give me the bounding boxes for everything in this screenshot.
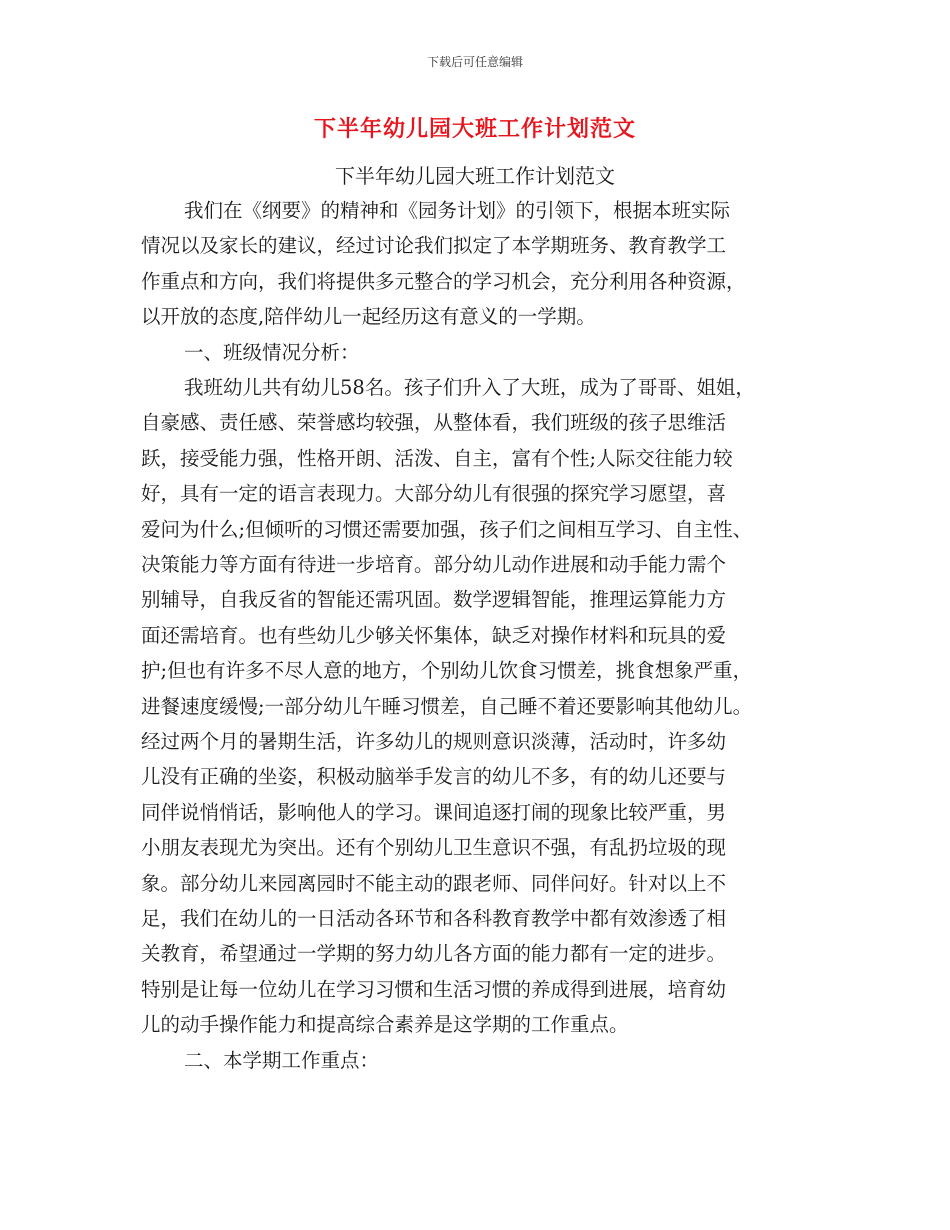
body-line: 象。部分幼儿来园离园时不能主动的跟老师、同伴问好。针对以上不 xyxy=(141,871,727,895)
body-line: 我班幼儿共有幼儿58名。孩子们升入了大班，成为了哥哥、姐姐， xyxy=(184,376,755,399)
body-line: 一、班级情况分析： xyxy=(184,340,360,364)
body-line: 特别是让每一位幼儿在学习习惯和生活习惯的养成得到进展，培育幼 xyxy=(141,977,727,1001)
body-line: 面还需培育。也有些幼儿少够关怀集体，缺乏对操作材料和玩具的爱 xyxy=(141,623,727,647)
body-line: 以开放的态度,陪伴幼儿一起经历这有意义的一学期。 xyxy=(141,305,596,329)
body-line: 小朋友表现尤为突出。还有个别幼儿卫生意识不强，有乱扔垃圾的现 xyxy=(141,836,727,860)
body-line: 别辅导，自我反省的智能还需巩固。数学逻辑智能，推理运算能力方 xyxy=(141,588,727,612)
body-line: 足，我们在幼儿的一日活动各环节和各科教育教学中都有效渗透了相 xyxy=(141,907,727,930)
document-title: 下半年幼儿园大班工作计划范文 xyxy=(313,116,636,142)
header-note: 下载后可任意编辑 xyxy=(426,55,523,69)
body-line: 情况以及家长的建议，经过讨论我们拟定了本学期班务、教育教学工 xyxy=(141,234,727,258)
body-line: 我们在《纲要》的精神和《园务计划》的引领下，根据本班实际 xyxy=(184,199,731,222)
body-line: 护;但也有许多不尽人意的地方，个别幼儿饮食习惯差，挑食想象严重， xyxy=(141,659,753,683)
body-line: 儿没有正确的坐姿，积极动脑举手发言的幼儿不多，有的幼儿还要与 xyxy=(141,765,727,789)
body-line: 进餐速度缓慢;一部分幼儿午睡习惯差，自己睡不着还要影响其他幼儿。 xyxy=(141,694,753,718)
body-line: 跃，接受能力强，性格开朗、活泼、自主，富有个性;人际交往能力较 xyxy=(141,446,733,470)
body-line: 儿的动手操作能力和提高综合素养是这学期的工作重点。 xyxy=(141,1013,629,1037)
body-line: 二、本学期工作重点： xyxy=(184,1048,380,1072)
body-line: 关教育，希望通过一学期的努力幼儿各方面的能力都有一定的进步。 xyxy=(141,942,727,966)
body-line: 经过两个月的暑期生活，许多幼儿的规则意识淡薄，活动时，许多幼 xyxy=(141,730,727,753)
body-line: 爱问为什么;但倾听的习惯还需要加强，孩子们之间相互学习、自主性、 xyxy=(141,517,753,541)
body-line: 好，具有一定的语言表现力。大部分幼儿有很强的探究学习愿望，喜 xyxy=(141,482,727,506)
document-subtitle: 下半年幼儿园大班工作计划范文 xyxy=(335,164,615,188)
body-line: 作重点和方向，我们将提供多元整合的学习机会，充分利用各种资源， xyxy=(141,269,746,293)
body-line: 同伴说悄悄话，影响他人的学习。课间追逐打闹的现象比较严重，男 xyxy=(141,800,727,824)
body-line: 决策能力等方面有待进一步培育。部分幼儿动作进展和动手能力需个 xyxy=(141,553,727,576)
body-line: 自豪感、责任感、荣誉感均较强，从整体看，我们班级的孩子思维活 xyxy=(141,411,727,435)
